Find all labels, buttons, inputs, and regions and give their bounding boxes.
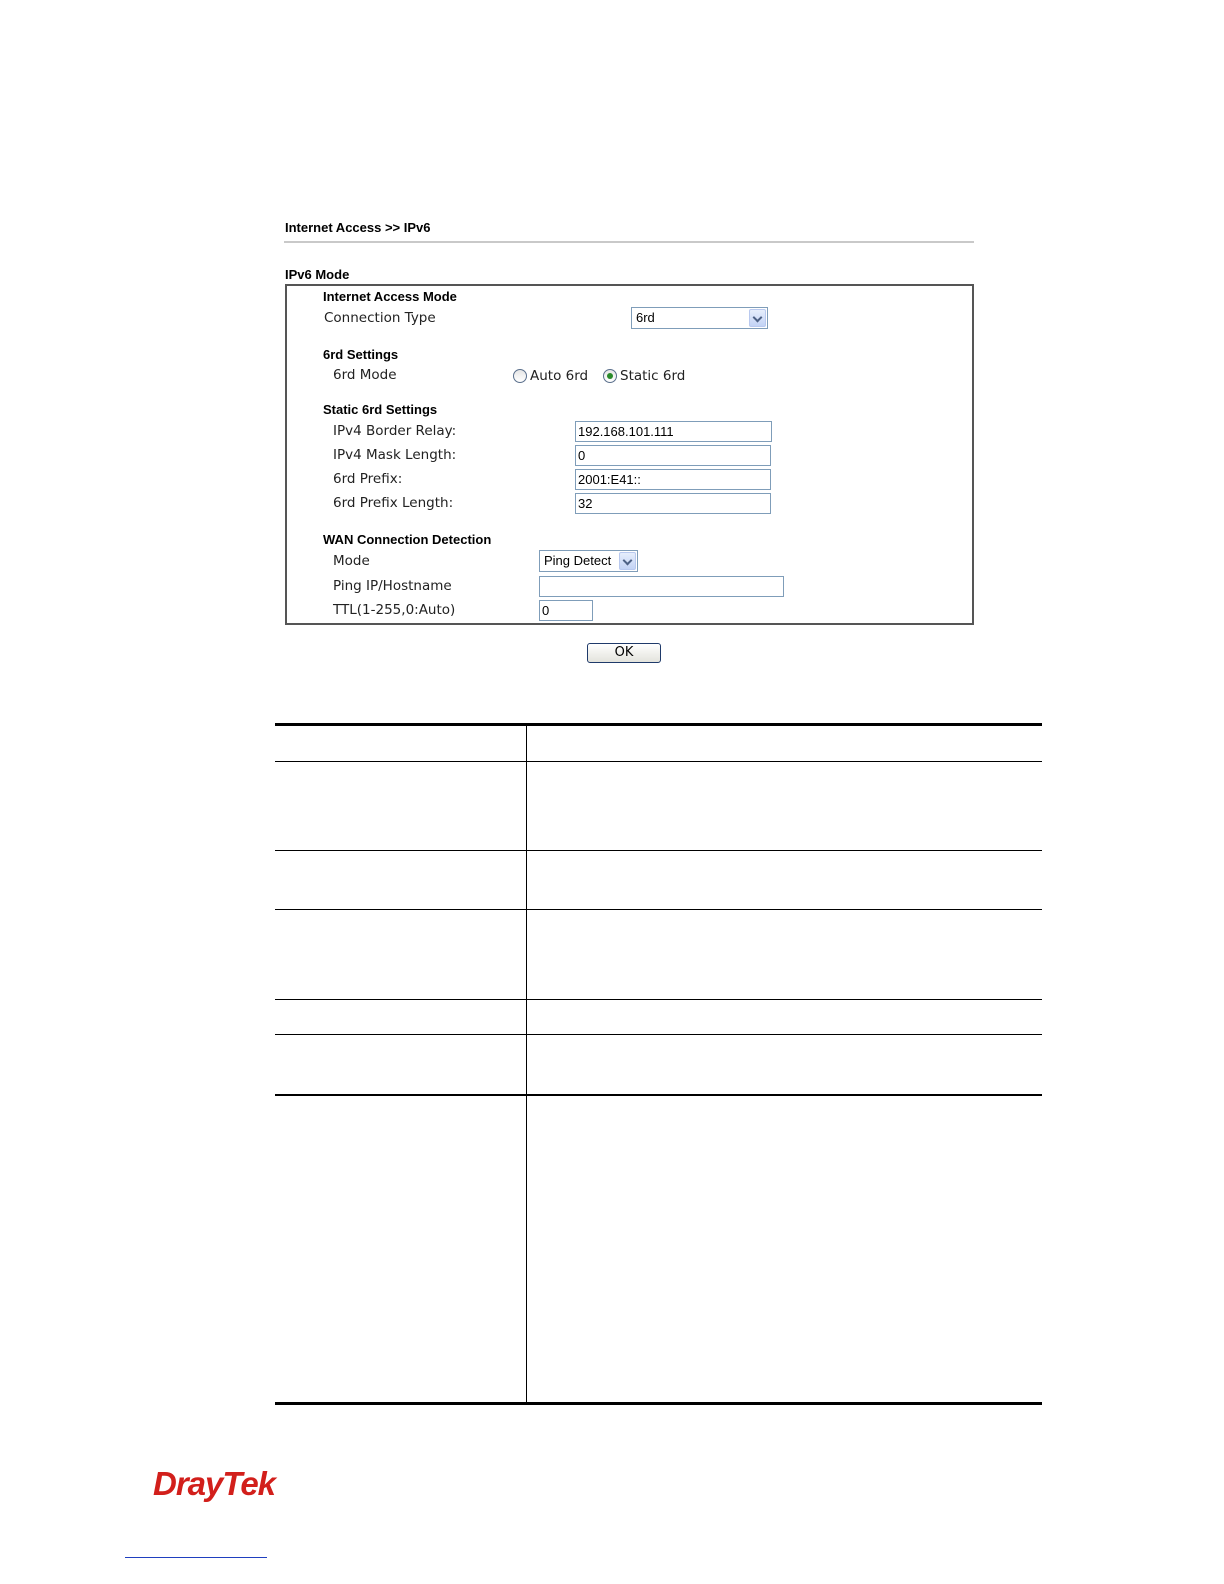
table-row-divider [275, 761, 1042, 762]
internet-access-mode-heading: Internet Access Mode [323, 289, 457, 304]
footer-link-line [125, 1557, 267, 1558]
table-row-divider [275, 1094, 1042, 1096]
6rd-prefix-label: 6rd Prefix: [333, 471, 403, 487]
auto-6rd-label: Auto 6rd [530, 368, 589, 384]
breadcrumb: Internet Access >> IPv6 [285, 220, 431, 235]
wan-mode-select[interactable] [539, 550, 638, 572]
6rd-prefix-length-input[interactable]: 32 [575, 493, 771, 514]
static-6rd-settings-heading: Static 6rd Settings [323, 402, 438, 417]
border-relay-label: IPv4 Border Relay: [333, 423, 457, 439]
connection-type-label: Connection Type [324, 310, 436, 326]
border-relay-input[interactable]: 192.168.101.111 [575, 421, 772, 442]
wan-detection-heading: WAN Connection Detection [323, 532, 492, 547]
chevron-down-icon [749, 309, 766, 327]
static-6rd-label: Static 6rd [620, 368, 686, 384]
table-column-divider [526, 725, 527, 1404]
ttl-input[interactable]: 0 [539, 600, 593, 621]
mask-length-input[interactable]: 0 [575, 445, 771, 466]
chevron-down-icon [619, 552, 636, 570]
ttl-label: TTL(1-255,0:Auto) [333, 602, 456, 618]
table-row-divider [275, 1034, 1042, 1035]
table-row-divider [275, 999, 1042, 1000]
connection-type-select[interactable] [631, 307, 768, 329]
6rd-prefix-input[interactable]: 2001:E41:: [575, 469, 771, 490]
mask-length-label: IPv4 Mask Length: [333, 447, 457, 463]
table-bottom-border [275, 1402, 1042, 1405]
ping-hostname-input[interactable] [539, 576, 784, 597]
header-divider [284, 241, 974, 243]
section-title: IPv6 Mode [285, 267, 350, 282]
wan-mode-label: Mode [333, 553, 370, 569]
table-row-divider [275, 909, 1042, 910]
6rd-mode-label: 6rd Mode [333, 367, 397, 383]
wan-mode-value: Ping Detect [544, 553, 612, 568]
6rd-prefix-length-label: 6rd Prefix Length: [333, 495, 454, 511]
table-top-border [275, 723, 1042, 726]
ok-button[interactable]: OK [587, 643, 661, 663]
draytek-logo: DrayTek [153, 1465, 276, 1502]
connection-type-value: 6rd [636, 310, 655, 325]
static-6rd-radio[interactable] [603, 369, 617, 383]
table-row-divider [275, 850, 1042, 851]
6rd-settings-heading: 6rd Settings [323, 347, 399, 362]
auto-6rd-radio[interactable] [513, 369, 527, 383]
ping-hostname-label: Ping IP/Hostname [333, 578, 452, 594]
